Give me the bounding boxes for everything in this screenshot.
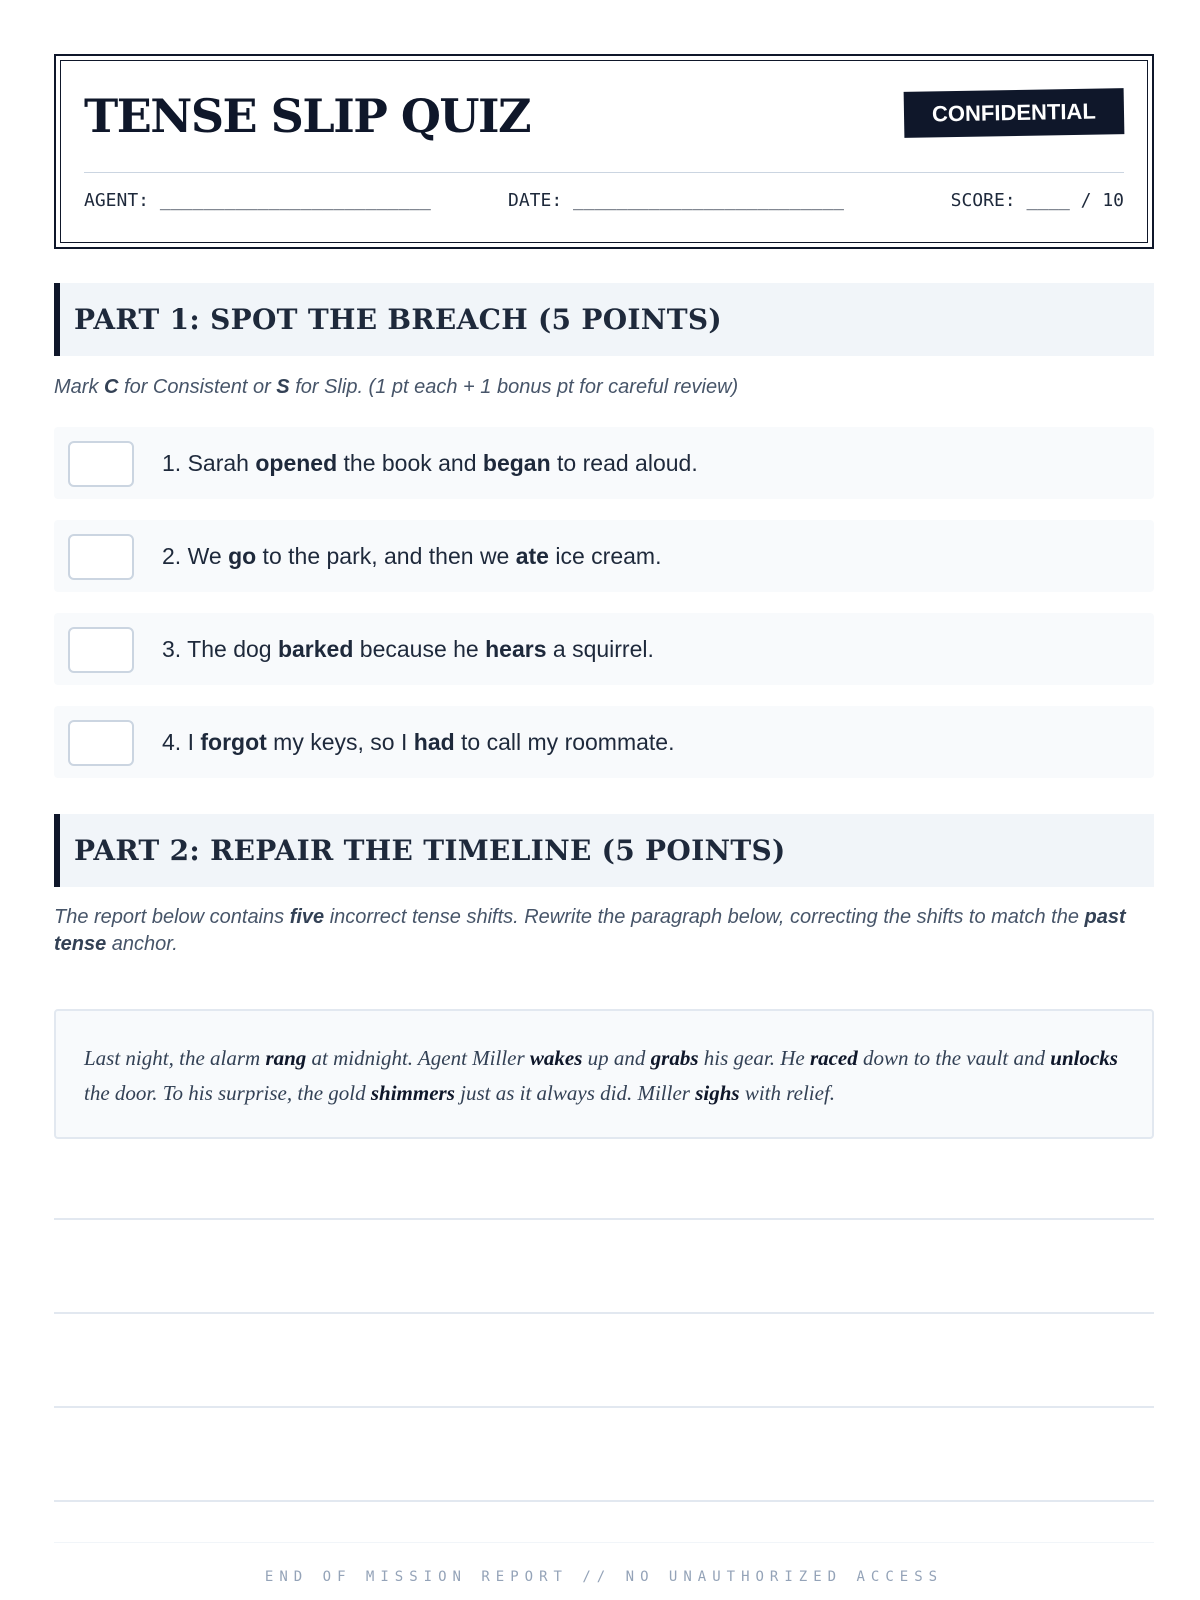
instr-text: The report below contains	[54, 906, 290, 928]
question-text-2: 2. We go to the park, and then we ate ice cream.	[162, 543, 662, 569]
answer-box-1[interactable]	[68, 441, 134, 487]
question-row-4	[54, 706, 1154, 778]
part1-title: PART 1: SPOT THE BREACH (5 POINTS)	[74, 303, 722, 336]
report-passage: Last night, the alarm rang at midnight. Agent Miller wakes up and grabs his gear. He raced down to the vault and unlocks the door. To his surprise, the gold shimmers just as it always did. Miller sighs with relief.	[54, 1009, 1154, 1139]
instr-text: for Consistent or	[118, 376, 277, 398]
part2-instructions	[54, 904, 1154, 958]
instr-bold-c: C	[104, 376, 119, 398]
answer-line-4[interactable]	[54, 1500, 1154, 1502]
agent-field[interactable]: AGENT: _________________________	[84, 190, 431, 211]
instr-bold-past-tense: past tense	[54, 906, 1126, 955]
question-row-2	[54, 520, 1154, 592]
part2-header	[54, 814, 1154, 887]
part1-instructions	[54, 374, 1154, 401]
instr-text: Mark	[54, 376, 104, 398]
answer-line-3[interactable]	[54, 1406, 1154, 1408]
question-text-4: 4. I forgot my keys, so I had to call my roommate.	[162, 729, 675, 755]
score-field[interactable]: SCORE: ____ / 10	[950, 190, 1124, 211]
question-row-3	[54, 613, 1154, 685]
quiz-page	[54, 54, 1154, 1585]
instr-text: for Slip. (1 pt each + 1 bonus pt for careful review)	[289, 376, 739, 398]
answer-line-1[interactable]	[54, 1218, 1154, 1220]
page-title: TENSE SLIP QUIZ	[84, 89, 531, 143]
footer-divider	[54, 1542, 1154, 1543]
instr-bold-five: five	[289, 906, 325, 928]
header-meta	[84, 188, 1124, 214]
question-text-3: 3. The dog barked because he hears a squirrel.	[162, 636, 654, 662]
part1-header	[54, 283, 1154, 356]
answer-box-2[interactable]	[68, 534, 134, 580]
header-box	[54, 54, 1154, 249]
footer-text: END OF MISSION REPORT // NO UNAUTHORIZED ACCESS	[264, 1569, 944, 1585]
instr-text: anchor.	[106, 933, 178, 955]
answer-box-4[interactable]	[68, 720, 134, 766]
instr-text: incorrect tense shifts. Rewrite the paragraph below, correcting the shifts to match the	[324, 906, 1085, 928]
part2-title: PART 2: REPAIR THE TIMELINE (5 POINTS)	[74, 834, 786, 867]
answer-line-2[interactable]	[54, 1312, 1154, 1314]
instr-bold-s: S	[276, 376, 290, 398]
answer-box-3[interactable]	[68, 627, 134, 673]
confidential-stamp: CONFIDENTIAL	[904, 88, 1125, 138]
question-text-1: 1. Sarah opened the book and began to read aloud.	[162, 450, 698, 476]
date-field[interactable]: DATE: _________________________	[508, 190, 844, 211]
header-divider	[84, 172, 1124, 173]
question-row-1	[54, 427, 1154, 499]
